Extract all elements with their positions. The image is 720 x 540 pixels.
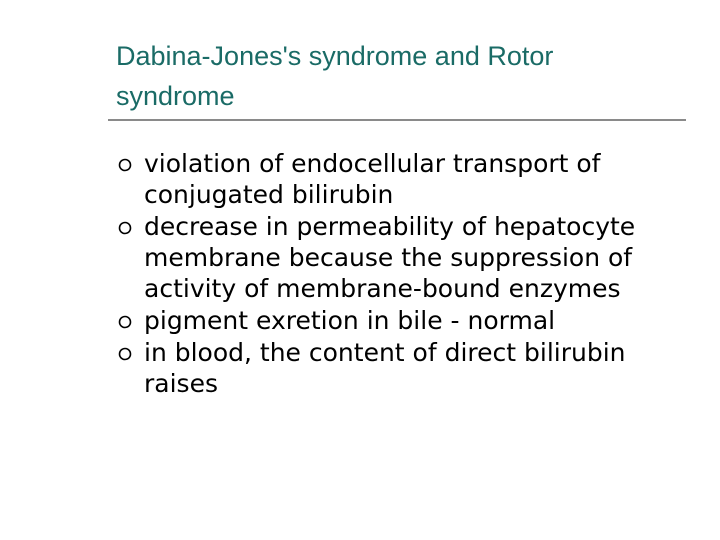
bullet-item [114, 337, 684, 399]
hollow-circle-bullet-icon [118, 347, 132, 361]
slide-title: Dabina-Jones's syndrome and Rotor syndrome [116, 41, 554, 111]
bullet-text: pigment exretion in bile - normal [144, 306, 556, 335]
bullet-item [114, 148, 684, 210]
hollow-circle-bullet-icon [118, 315, 132, 329]
hollow-circle-bullet-icon [118, 221, 132, 235]
bullet-text: in blood, the content of direct bilirubin raises [144, 338, 626, 398]
hollow-circle-bullet-icon [118, 158, 132, 172]
bullet-text: decrease in permeability of hepatocyte membrane because the suppression of activity of membrane-bound enzymes [144, 212, 636, 303]
bullet-text: violation of endocellular transport of conjugated bilirubin [144, 149, 601, 209]
bullet-item [114, 211, 684, 304]
title-divider [108, 119, 686, 121]
bullet-list [114, 148, 684, 400]
bullet-item [114, 305, 684, 336]
